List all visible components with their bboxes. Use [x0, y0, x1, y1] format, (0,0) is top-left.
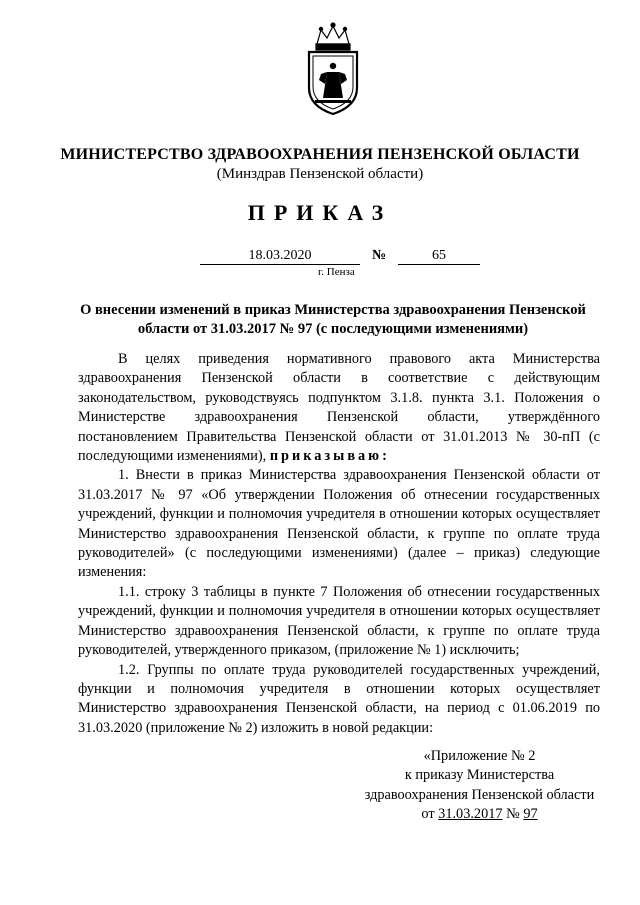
coat-of-arms-emblem	[303, 22, 363, 118]
appendix-block	[352, 747, 607, 825]
preamble-text: В целях приведения нормативного правового акта Министерства здравоохранения Пензенской области в соответствие с действующим законодательством, руководствуясь подпунктом 3.1.8. пункта 3.1. Положения о Министерстве здравоохранения Пензенской области, утверждённого постановлением Правительства Пензенской области от 31.01.2013 № 30-пП (с последующими изменениями),	[78, 351, 600, 465]
city-label: г. Пенза	[318, 266, 355, 278]
order-date: 18.03.2020	[200, 248, 360, 265]
appendix-line-1: «Приложение № 2	[423, 748, 536, 764]
appendix-line-3: здравоохранения Пензенской области	[364, 786, 595, 803]
ministry-name: МИНИСТЕРСТВО ЗДРАВООХРАНЕНИЯ ПЕНЗЕНСКОЙ ОБЛАСТИ	[60, 146, 580, 163]
order-body	[78, 350, 600, 738]
appendix-line-4	[352, 805, 607, 824]
appendix-number: 97	[523, 806, 538, 823]
document-type-heading: ПРИКАЗ	[247, 200, 393, 225]
paragraph-1-2: 1.2. Группы по оплате труда руководителей государственных учреждений, функции и полномочия учредителя в отношении которых осуществляет Министерство здравоохранения Пензенской области, на период с 01.06.2019 по 31.03.2020 (приложение № 2) изложить в новой редакции:	[78, 661, 600, 736]
order-number: 65	[398, 248, 480, 265]
order-title: О внесении изменений в приказ Министерства здравоохранения Пензенской области от 31.03.2017 № 97 (с последующими изменениями)	[80, 302, 586, 337]
order-keyword: приказываю:	[269, 448, 390, 465]
paragraph-preamble	[78, 350, 600, 466]
appendix-prefix: от	[421, 806, 435, 823]
ministry-short-name: (Минздрав Пензенской области)	[216, 166, 424, 182]
number-sign: №	[372, 248, 387, 263]
appendix-date: 31.03.2017	[438, 806, 503, 823]
appendix-line-2: к приказу Министерства	[404, 767, 555, 784]
paragraph-1: 1. Внести в приказ Министерства здравоохранения Пензенской области от 31.03.2017 № 97 «Об утверждении Положения об отнесении государственных учреждений, функции и полномочия учредителя в отношении которых осуществляет Министерство здравоохранения Пензенской области, к группе по оплате труда руководителей» (с последующими изменениями) (далее – приказ) следующие изменения:	[78, 467, 600, 581]
paragraph-1-1: 1.1. строку 3 таблицы в пункте 7 Положения об отнесении государственных учреждений, функции и полномочия учредителя в отношении которых осуществляет Министерство здравоохранения Пензенской области, к группе по оплате труда руководителей, утвержденного приказом, (приложение № 1) исключить;	[78, 583, 600, 659]
appendix-number-sign: №	[506, 806, 520, 823]
